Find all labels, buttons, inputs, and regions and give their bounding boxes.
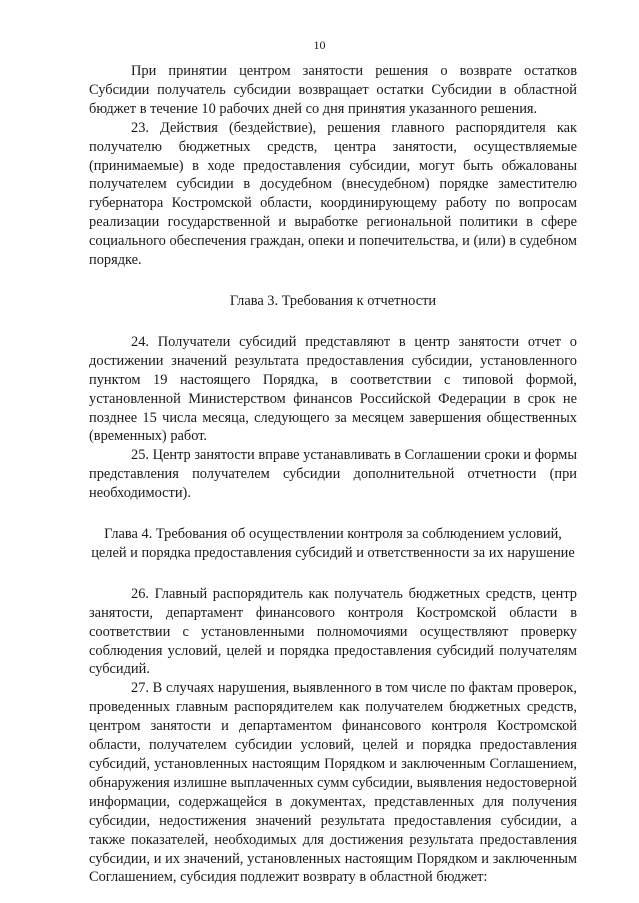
paragraph-27: 27. В случаях нарушения, выявленного в том числе по фактам проверок, проведенных главным распорядителем как получателем бюджетных средств, центром занятости и департаментом финансового контроля Костромской области, получателем субсидии условий, целей и порядка предоставления субсидий, установленных настоящим Порядком и заключенным Соглашением, обнаружения излишне выплаченных сумм субсидии, выявления недостоверной информации, содержащейся в документах, представленных для получения субсидии, недостижения значений результата предоставления субсидии, а также показателей, необходимых для достижения результата предоставления субсидии, и их значений, установленных настоящим Порядком и заключенным Соглашением, субсидия подлежит возврату в областной бюджет: — [89, 680, 577, 886]
page-number: 10 — [313, 38, 326, 52]
paragraph-24: 24. Получатели субсидий представляют в центр занятости отчет о достижении значений результата предоставления субсидии, установленного пунктом 19 настоящего Порядка, в соответствии с типовой формой, установленной Министерством финансов Российской Федерации в срок не позднее 15 числа месяца, следующего за месяцем завершения общественных (временных) работ. — [89, 333, 577, 445]
paragraph-26: 26. Главный распорядитель как получатель бюджетных средств, центр занятости, департамент финансового контроля Костромской области в соответствии с установленными полномочиями осуществляют проверку соблюдения условий, целей и порядка предоставления субсидий получателям субсидий. — [89, 585, 577, 678]
document-body — [89, 62, 577, 887]
chapter-4-heading: Глава 4. Требования об осуществлении контроля за соблюдением условий, целей и порядка предоставления субсидий и ответственности за их нарушение — [91, 526, 575, 561]
paragraph-23: 23. Действия (бездействие), решения главного распорядителя как получателю бюджетных средств, центра занятости, осуществляемые (принимаемые) в ходе предоставления субсидии, могут быть обжалованы получателем субсидии в досудебном (внесудебном) порядке заместителю губернатора Костромской области, координирующему работу по вопросам реализации государственной и выработке региональной политики в сфере социального обеспечения граждан, опеки и попечительства, и (или) в судебном порядке. — [89, 119, 577, 269]
chapter-3-heading: Глава 3. Требования к отчетности — [229, 292, 437, 309]
paragraph-25: 25. Центр занятости вправе устанавливать в Соглашении сроки и формы представления получателем субсидии дополнительной отчетности (при необходимости). — [89, 447, 577, 502]
paragraph-return-of-remainders: При принятии центром занятости решения о возврате остатков Субсидии получатель субсидии возвращает остатки Субсидии в областной бюджет в течение 10 рабочих дней со дня принятия указанного решения. — [89, 63, 577, 117]
